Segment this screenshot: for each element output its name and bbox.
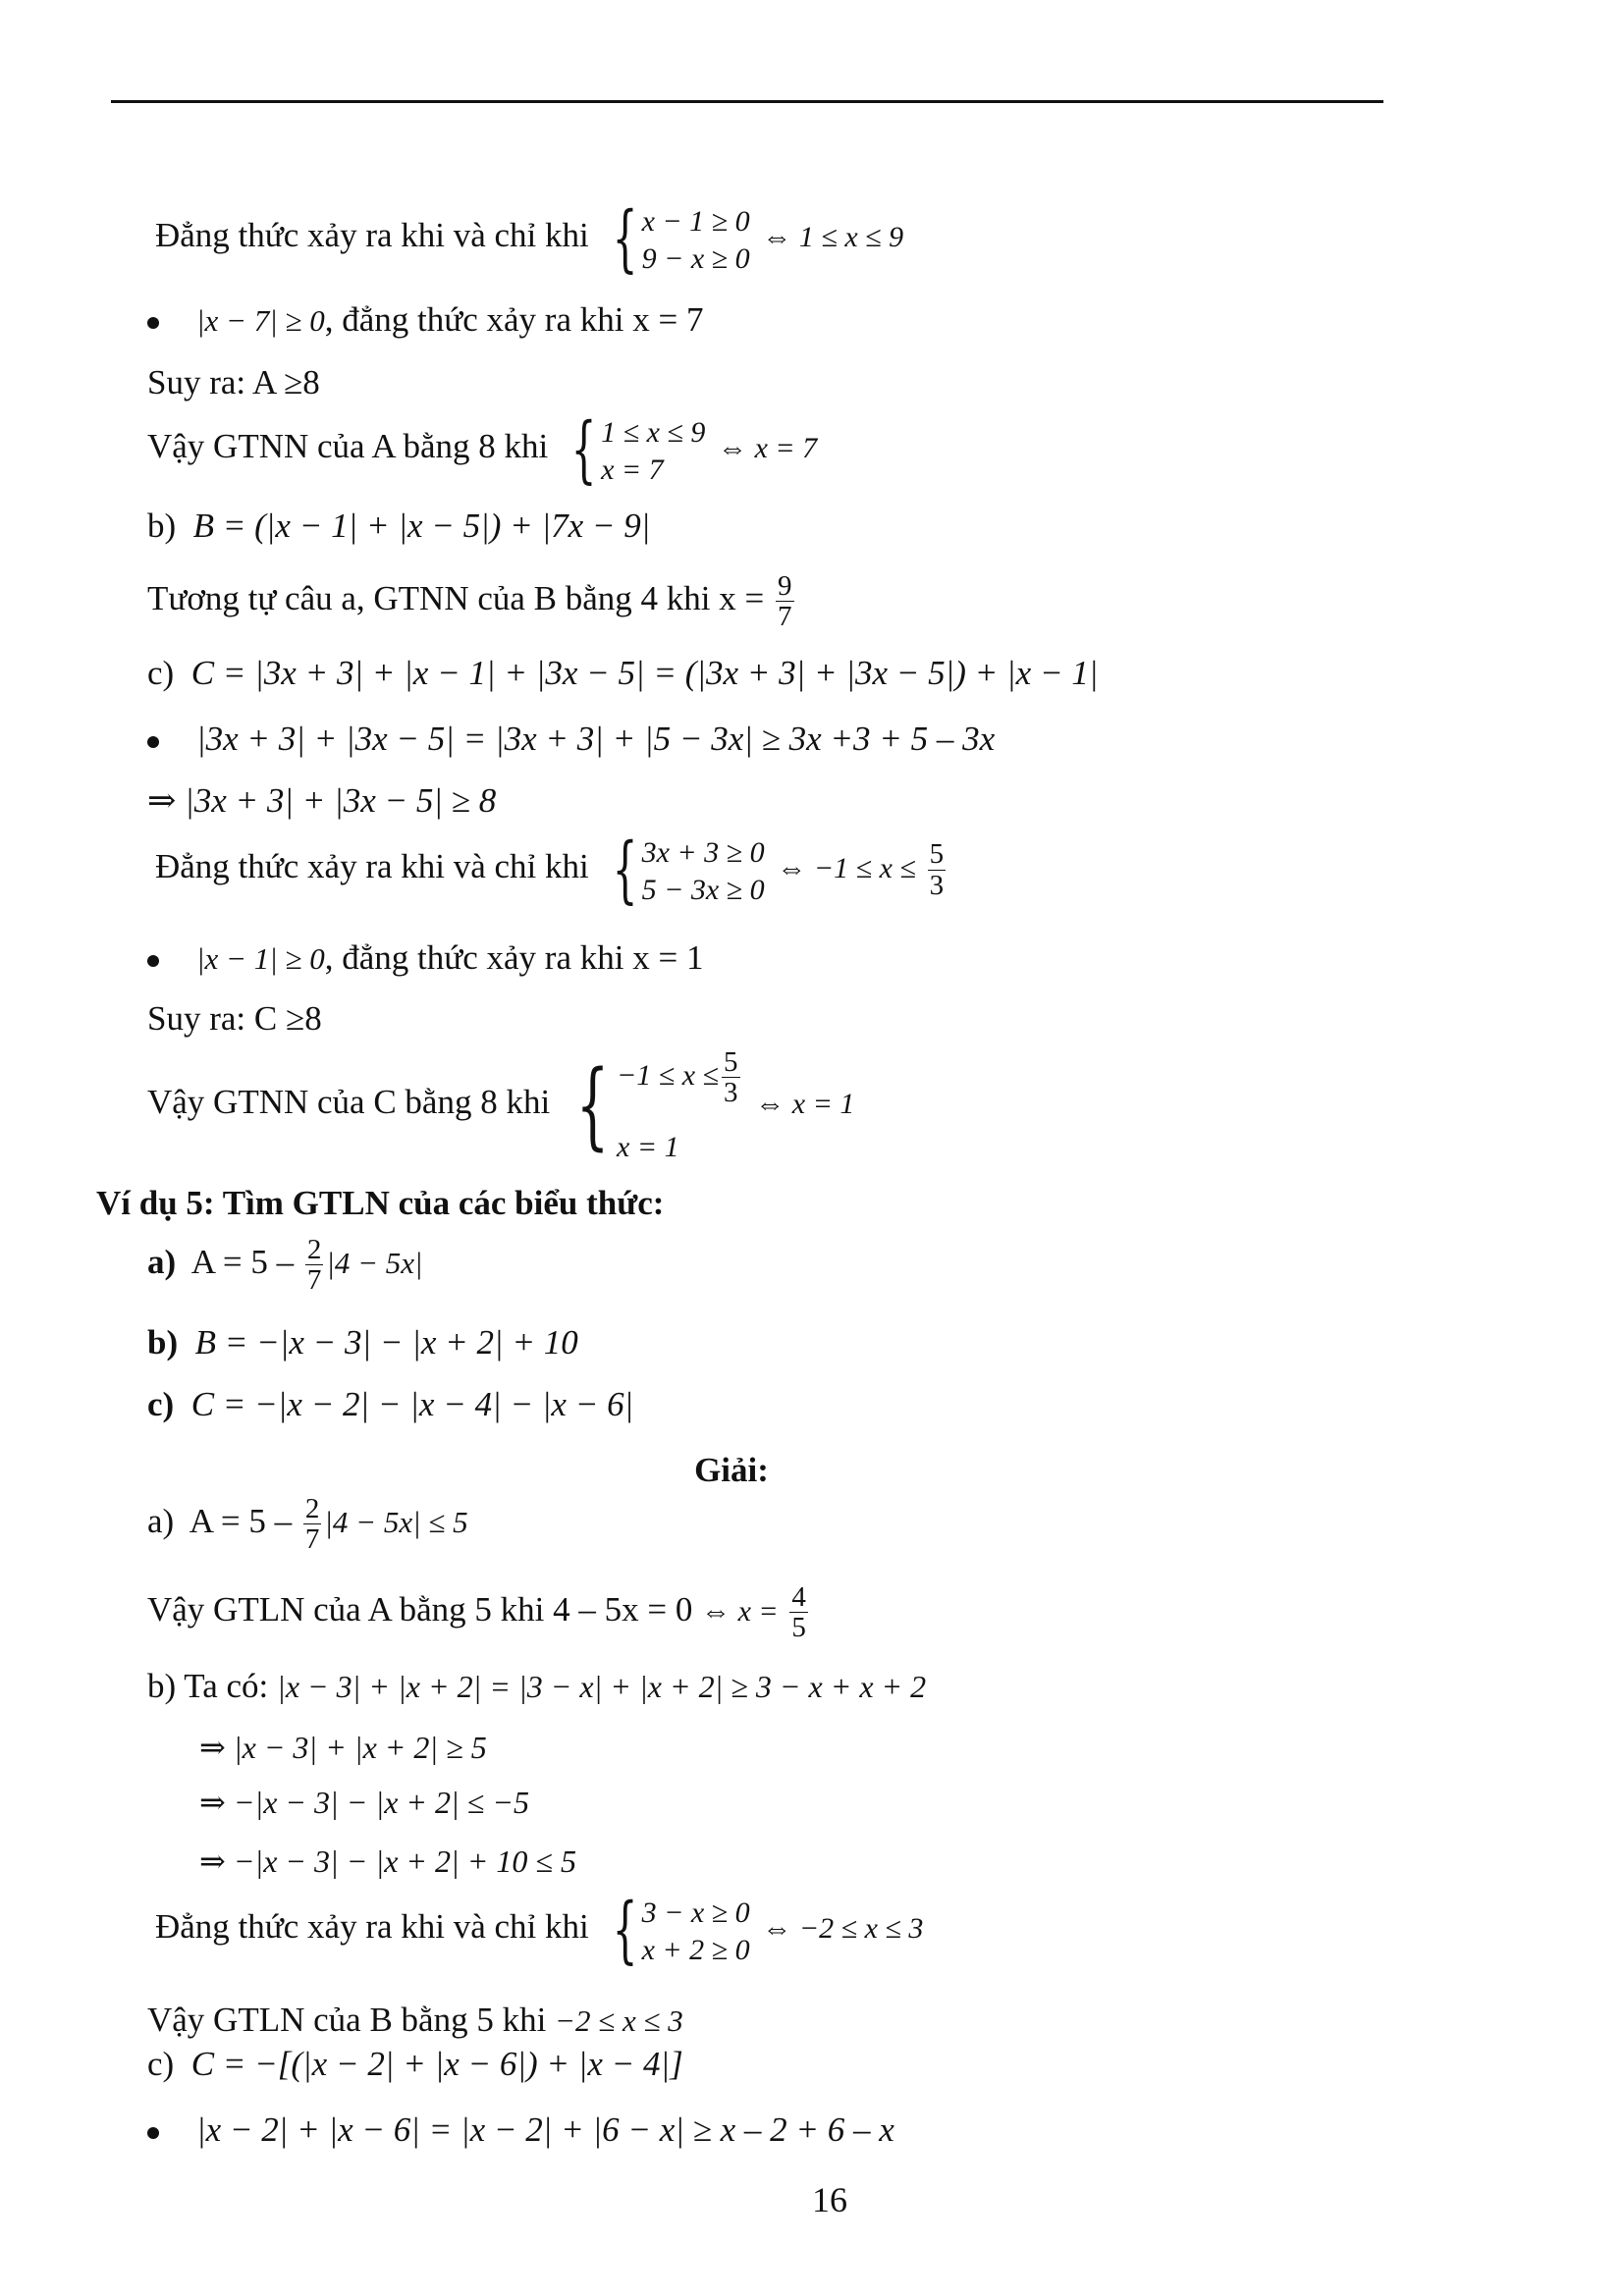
- solution-b-3: ⇒ −|x − 3| − |x + 2| ≤ −5: [199, 1785, 529, 1820]
- system-2: { 1 ≤ x ≤ 9 x = 7: [570, 406, 706, 492]
- system-4: { −1 ≤ x ≤ $\frac{5}{3}$ x = 1: [575, 1046, 738, 1163]
- fraction-5-3: $\frac{5}{3}$: [929, 838, 945, 901]
- vay-A-line: Vậy GTNN của A bằng 8 khi { 1 ≤ x ≤ 9 x = 7 ⇔ x = 7: [147, 406, 818, 492]
- system-1: { x − 1 ≥ 0 9 − x ≥ 0: [612, 195, 750, 281]
- example-5-heading: Ví dụ 5: Tìm GTLN của các biểu thức:: [96, 1184, 665, 1222]
- solution-heading: Giải:: [694, 1451, 769, 1489]
- b-expression: b) B = (|x − 1| + |x − 5|) + |7x − 9|: [147, 507, 651, 545]
- system-3: { 3x + 3 ≥ 0 5 − 3x ≥ 0: [612, 827, 765, 912]
- bullet-abs-x7: |x − 7| ≥ 0, đẳng thức xảy ra khi x = 7: [147, 302, 703, 337]
- example-b: b) B = −|x − 3| − |x + 2| + 10: [147, 1323, 578, 1362]
- example-c: c) C = −|x − 2| − |x − 4| − |x − 6|: [147, 1385, 634, 1423]
- bullet-solution-c: |x − 2| + |x − 6| = |x − 2| + |6 − x| ≥ x – 2 + 6 – x: [147, 2112, 894, 2147]
- solution-b-1: b) Ta có: |x − 3| + |x + 2| = |3 − x| + |x + 2| ≥ 3 − x + x + 2: [147, 1667, 927, 1705]
- c-expression: c) C = |3x + 3| + |x − 1| + |3x − 5| = (|3x + 3| + |3x − 5|) + |x − 1|: [147, 654, 1099, 692]
- solution-c: c) C = −[(|x − 2| + |x − 6|) + |x − 4|]: [147, 2045, 683, 2083]
- fraction-9-7: $\frac{9}{7}$: [778, 570, 792, 633]
- header-rule: [111, 100, 1383, 103]
- vay-A5-line: Vậy GTLN của A bằng 5 khi 4 – 5x = 0 ⇔ x = $\frac{4}{5}$: [147, 1581, 806, 1644]
- page-number: 16: [812, 2180, 847, 2219]
- vay-B5-line: Vậy GTLN của B bằng 5 khi −2 ≤ x ≤ 3: [147, 2001, 683, 2039]
- example-a: a) A = 5 – $\frac{2}{7}$ |4 − 5x|: [147, 1234, 423, 1297]
- equality-line-1: Đẳng thức xảy ra khi và chỉ khi { x − 1 ≥ 0 9 − x ≥ 0 ⇔ 1 ≤ x ≤ 9: [155, 195, 904, 281]
- system-5: { 3 − x ≥ 0 x + 2 ≥ 0: [612, 1887, 750, 1972]
- solution-b-4: ⇒ −|x − 3| − |x + 2| + 10 ≤ 5: [199, 1843, 576, 1879]
- equality-line-5: Đẳng thức xảy ra khi và chỉ khi { 3 − x ≥ 0 x + 2 ≥ 0 ⇔ −2 ≤ x ≤ 3: [155, 1887, 924, 1972]
- bullet-c-1: |3x + 3| + |3x − 5| = |3x + 3| + |5 − 3x| ≥ 3x +3 + 5 – 3x: [147, 721, 995, 756]
- solution-a: a) A = 5 – $\frac{2}{7}$ |4 − 5x| ≤ 5: [147, 1493, 468, 1556]
- c-implication: ⇒ |3x + 3| + |3x − 5| ≥ 8: [147, 781, 497, 820]
- solution-b-2: ⇒ |x − 3| + |x + 2| ≥ 5: [199, 1730, 487, 1765]
- suy-ra-C: Suy ra: C ≥8: [147, 999, 322, 1038]
- tuong-tu-line: Tương tự câu a, GTNN của B bằng 4 khi x = $\frac{9}{7}$: [147, 570, 792, 633]
- vay-C-line: Vậy GTNN của C bằng 8 khi { −1 ≤ x ≤ $\frac{5}{3}$ x = 1 ⇔ x = 1: [147, 1046, 855, 1163]
- suy-ra-A: Suy ra: A ≥8: [147, 363, 320, 401]
- bullet-abs-x1: |x − 1| ≥ 0, đẳng thức xảy ra khi x = 1: [147, 940, 703, 975]
- equality-text: Đẳng thức xảy ra khi và chỉ khi: [155, 216, 589, 255]
- equality-line-3: Đẳng thức xảy ra khi và chỉ khi { 3x + 3 ≥ 0 5 − 3x ≥ 0 ⇔ −1 ≤ x ≤ $\frac{5}{3}$: [155, 827, 945, 912]
